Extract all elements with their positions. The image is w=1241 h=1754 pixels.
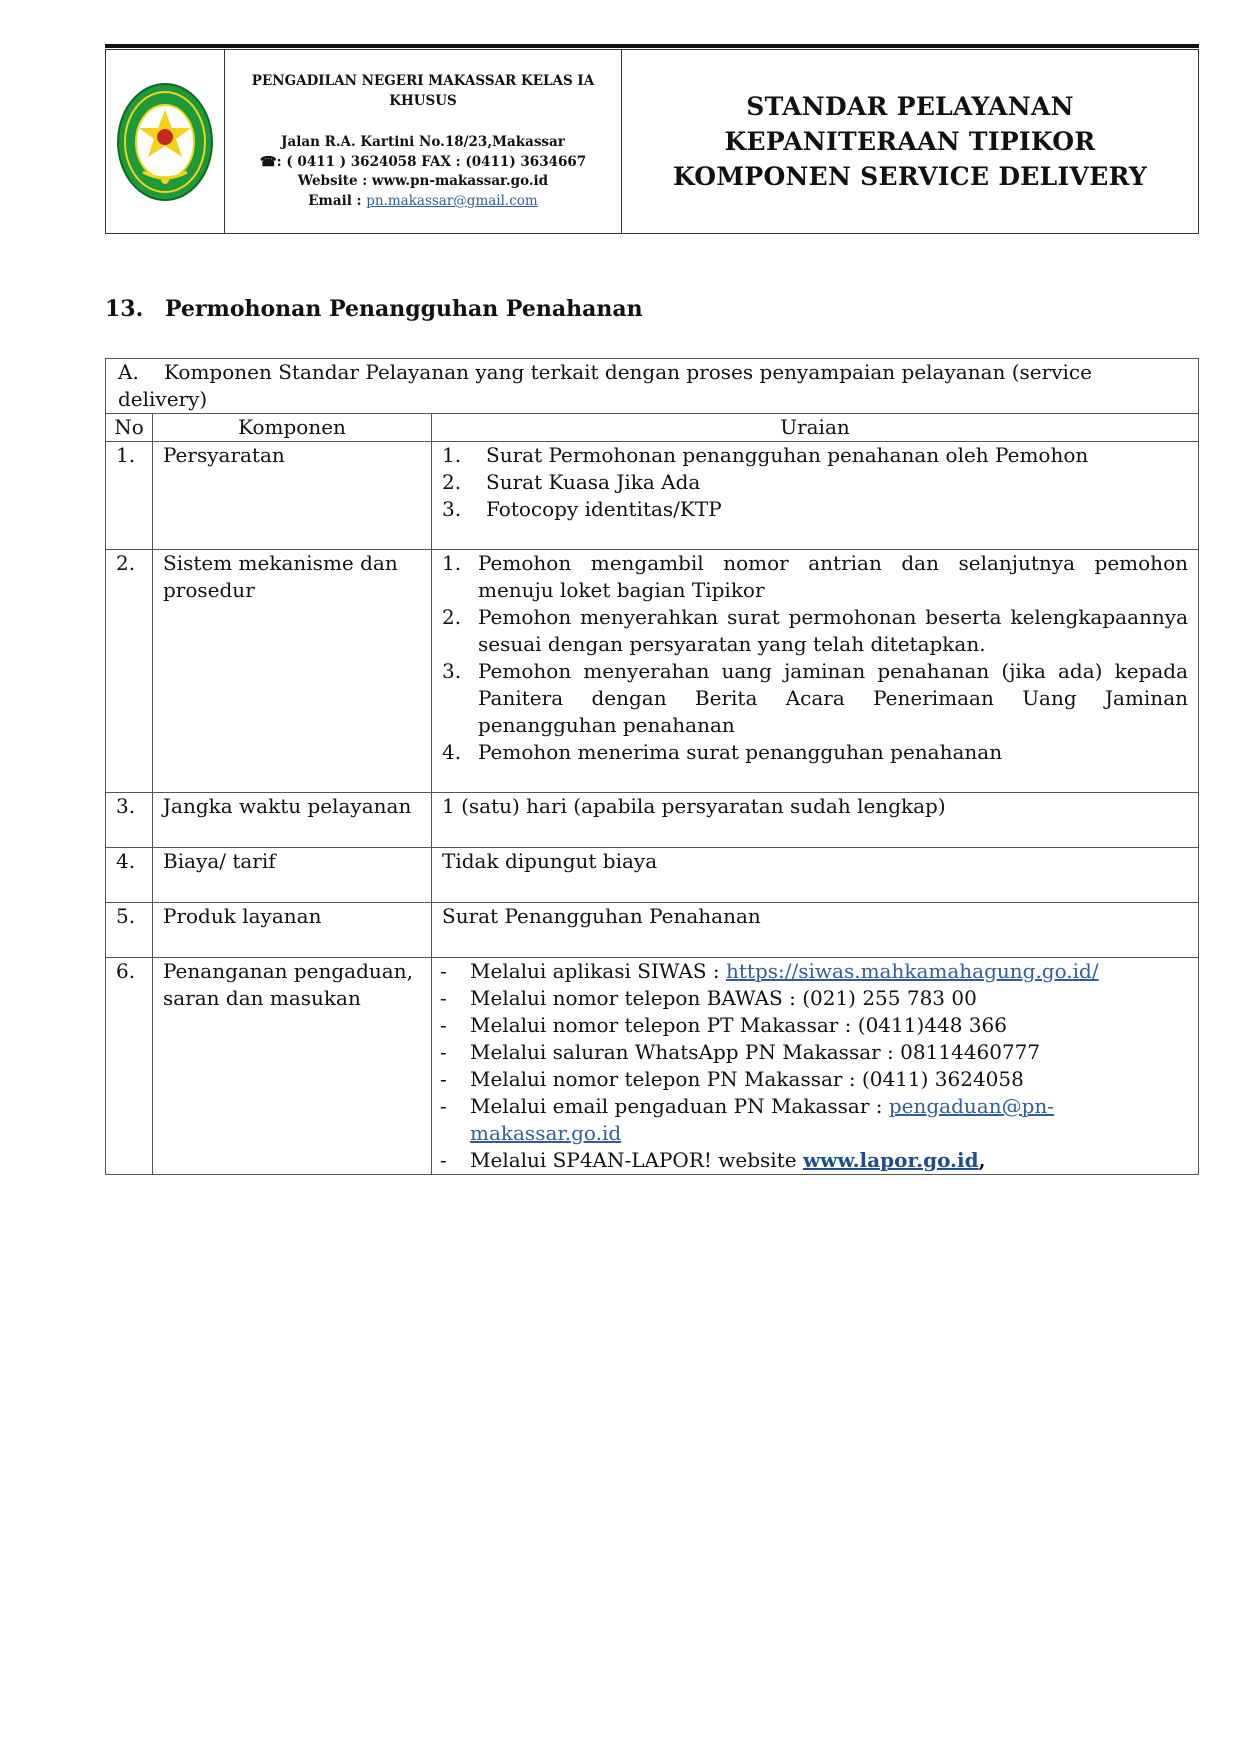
list-item: 3. Fotocopy identitas/KTP	[442, 497, 722, 521]
list-item: - Melalui email pengaduan PN Makassar : pengaduan@pn-makassar.go.id	[440, 1094, 1055, 1145]
court-website: Website : www.pn-makassar.go.id	[297, 173, 549, 189]
procedure-list	[442, 550, 1188, 766]
row-no: 2.	[106, 550, 153, 793]
row-uraian: Tidak dipungut biaya	[432, 848, 1199, 903]
row-uraian	[432, 442, 1199, 550]
row-komponen: Penanganan pengaduan, saran dan masukan	[153, 958, 432, 1175]
lapor-link[interactable]: www.lapor.go.id	[802, 1148, 979, 1172]
logo-cell	[106, 50, 225, 233]
complaint-channel-list	[440, 958, 1188, 1174]
row-komponen: Jangka waktu pelayanan	[153, 793, 432, 848]
list-item: - Melalui nomor telepon BAWAS : (021) 255 783 00	[440, 986, 977, 1010]
court-phone-line	[225, 153, 621, 173]
court-email-line	[225, 192, 621, 212]
table-row	[106, 442, 1199, 550]
column-header-no: No	[106, 414, 153, 442]
table-header-row	[106, 414, 1199, 442]
row-uraian: Surat Penangguhan Penahanan	[432, 903, 1199, 958]
section-title	[105, 296, 643, 322]
list-item: 2. Pemohon menyerahkan surat permohonan beserta kelengkapaannya sesuai dengan persyaratan yang telah ditetapkan.	[442, 605, 1188, 656]
list-item: - Melalui saluran WhatsApp PN Makassar : 08114460777	[440, 1040, 1041, 1064]
header-top-rule	[105, 44, 1199, 48]
title-line-3: KOMPONEN SERVICE DELIVERY	[672, 162, 1148, 191]
section-letter: A.	[118, 360, 139, 384]
service-table	[105, 358, 1199, 1175]
list-item: - Melalui SP4AN-LAPOR! website www.lapor.go.id,	[440, 1148, 986, 1172]
section-title-text: Permohonan Penangguhan Penahanan	[165, 296, 643, 322]
court-email-link[interactable]: pn.makassar@gmail.com	[366, 192, 538, 209]
document-header	[105, 49, 1199, 234]
row-uraian: 1 (satu) hari (apabila persyaratan sudah lengkap)	[432, 793, 1199, 848]
row-uraian	[432, 550, 1199, 793]
court-seal-logo	[115, 80, 215, 204]
row-komponen: Persyaratan	[153, 442, 432, 550]
list-item: - Melalui aplikasi SIWAS : https://siwas.mahkamahagung.go.id/	[440, 959, 1099, 983]
row-no: 5.	[106, 903, 153, 958]
list-item: 1. Pemohon mengambil nomor antrian dan selanjutnya pemohon menuju loket bagian Tipikor	[442, 551, 1188, 602]
court-info	[225, 50, 622, 233]
row-komponen: Sistem mekanisme dan prosedur	[153, 550, 432, 793]
table-row	[106, 903, 1199, 958]
court-address: Jalan R.A. Kartini No.18/23,Makassar	[281, 134, 565, 150]
list-item: - Melalui nomor telepon PN Makassar : (0411) 3624058	[440, 1067, 1024, 1091]
row-uraian	[432, 958, 1199, 1175]
table-row	[106, 793, 1199, 848]
row-komponen: Produk layanan	[153, 903, 432, 958]
court-name: PENGADILAN NEGERI MAKASSAR KELAS IA KHUSUS	[251, 73, 595, 109]
title-line-2: KEPANITERAAN TIPIKOR	[724, 127, 1096, 156]
list-item: - Melalui nomor telepon PT Makassar : (0411)448 366	[440, 1013, 1007, 1037]
court-email-label: Email :	[308, 192, 367, 209]
table-row	[106, 958, 1199, 1175]
list-item: 3. Pemohon menyerahan uang jaminan penahanan (jika ada) kepada Panitera dengan Berita Acara Penerimaan Uang Jaminan penangguhan penahanan	[442, 659, 1188, 737]
row-no: 4.	[106, 848, 153, 903]
list-item: 4. Pemohon menerima surat penangguhan penahanan	[442, 740, 1003, 764]
section-heading-text: Komponen Standar Pelayanan yang terkait dengan proses penyampaian pelayanan (service delivery)	[118, 360, 1092, 411]
court-phone: : ( 0411 ) 3624058 FAX : (0411) 3634667	[276, 153, 587, 170]
siwas-link[interactable]: https://siwas.mahkamahagung.go.id/	[726, 959, 1099, 983]
requirements-list	[442, 442, 1188, 523]
column-header-komponen: Komponen	[153, 414, 432, 442]
complaint-email-link[interactable]: pengaduan@pn-makassar.go.id	[470, 1094, 1055, 1145]
table-section-heading	[106, 359, 1199, 414]
title-line-1: STANDAR PELAYANAN	[746, 92, 1074, 121]
table-row	[106, 848, 1199, 903]
list-item: 1. Surat Permohonan penangguhan penahanan oleh Pemohon	[442, 443, 1089, 467]
telephone-icon: ☎	[259, 153, 277, 170]
row-no: 1.	[106, 442, 153, 550]
document-title	[622, 50, 1198, 233]
section-number: 13.	[105, 296, 144, 322]
row-komponen: Biaya/ tarif	[153, 848, 432, 903]
column-header-uraian: Uraian	[432, 414, 1199, 442]
table-section-heading-row	[106, 359, 1199, 414]
row-no: 3.	[106, 793, 153, 848]
list-item: 2. Surat Kuasa Jika Ada	[442, 470, 701, 494]
row-no: 6.	[106, 958, 153, 1175]
table-row	[106, 550, 1199, 793]
